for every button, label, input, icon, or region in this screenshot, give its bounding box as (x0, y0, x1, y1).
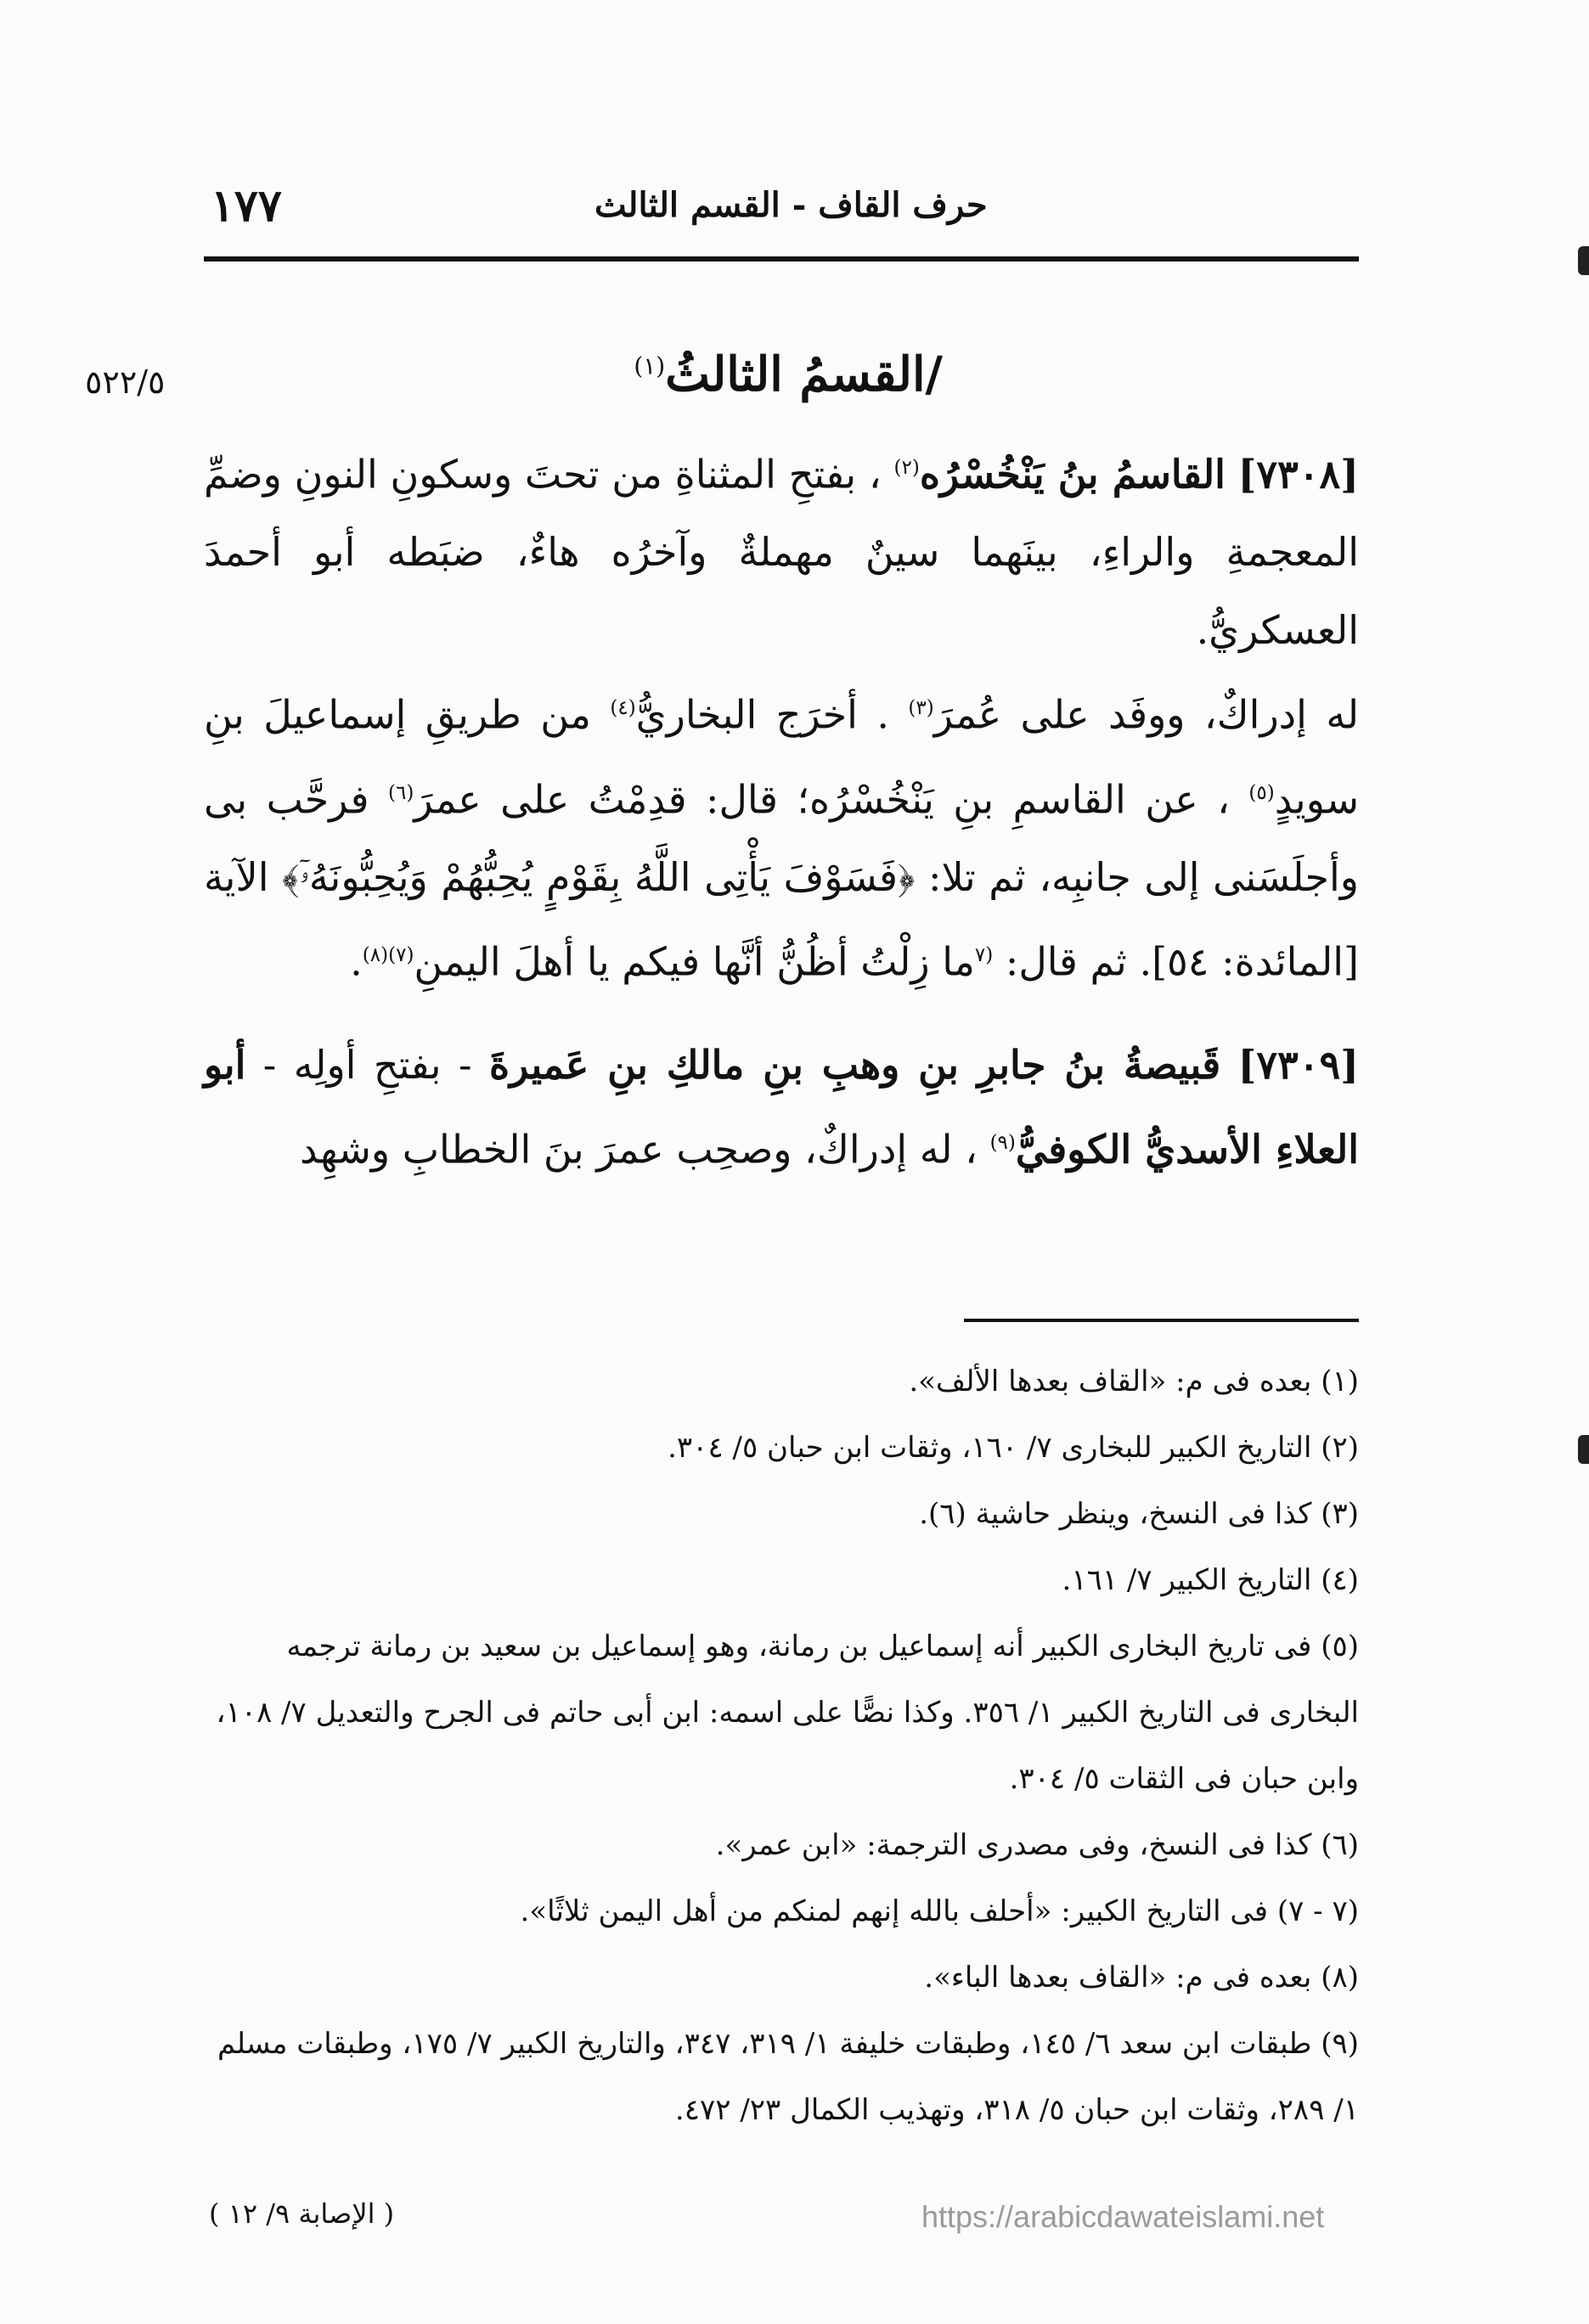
entry-text: له إدراكٌ، ووفَد على عُمرَ (933, 691, 1360, 738)
footnotes (204, 1348, 1359, 2143)
entry-text: - بفتحِ أولِه - (262, 1042, 472, 1089)
margin-reference: ٥٢٢/٥ (85, 363, 166, 401)
entry-number: [٧٣٠٨] (1237, 451, 1360, 498)
main-text (204, 429, 1359, 1189)
entry-7308-continued (204, 669, 1359, 1000)
entry-name: قَبيصةُ بنُ جابرِ بنِ وهبِ بنِ مالكِ بنِ عَميرةَ (488, 1042, 1221, 1089)
footnote-rule (964, 1319, 1359, 1322)
footnote-1: (١) بعده فى م: «القاف بعدها الألف». (909, 1365, 1359, 1398)
signature-mark: ( الإصابة ٩/ ١٢ ) (209, 2197, 395, 2230)
footnote-ref: (٧ (974, 943, 994, 966)
binding-mark (1578, 246, 1589, 275)
footnote-7: (٧ - ٧) فى التاريخ الكبير: «أحلف بالله إنهم لمنكم من أهل اليمن ثلاثًا». (520, 1894, 1359, 1928)
running-head: حرف القاف - القسم الثالث (594, 185, 988, 225)
footnote-ref: (١) (634, 352, 666, 380)
section-title (634, 346, 943, 402)
footnote-ref: (٦) (388, 781, 414, 804)
entry-7308 (204, 429, 1359, 669)
footnote-5: (٥) فى تاريخ البخارى الكبير أنه إسماعيل بن رمانة، وهو إسماعيل بن سعيد بن رمانة ترجمه البخارى فى التاريخ الكبير ١/ ٣٥٦. وكذا نصًّا على اسمه: ابن أبى حاتم فى الجرح والتعديل ٧/ ١٠٨، وابن حبان فى الثقات ٥/ ٣٠٤. (216, 1629, 1359, 1796)
entry-text: من طريقِ إسماعيلَ بنِ سويدٍ (204, 691, 1360, 822)
footnote-8: (٨) بعده فى م: «القاف بعدها الباء». (924, 1961, 1359, 1995)
entry-number: [٧٣٠٩] (1237, 1042, 1360, 1089)
section-title-text: /القسمُ الثالثُ (665, 346, 943, 402)
entry-text: . أخرَج البخاريُّ (635, 691, 889, 738)
entry-text: . (350, 938, 363, 985)
footnote-ref: (٥) (1248, 781, 1275, 804)
quoted-text: ما زِلْتُ أظُنُّ أنَّها فيكم يا أهلَ اليمنِ (414, 938, 975, 985)
footnote-ref: (٤) (610, 697, 636, 720)
footnote-ref: (٢) (893, 457, 920, 479)
entry-text: فرحَّب بى وأجلَسَنى إلى جانبِه، ثم تلا: ﴿فَسَوْفَ يَأْتِى اللَّهُ بِقَوْمٍ يُحِبُّهُمْ وَيُحِبُّونَهُۥٓ﴾ الآية [المائدة: ٥٤]. ثم قال: (204, 775, 1359, 985)
header-rule (204, 256, 1359, 262)
footnote-2: (٢) التاريخ الكبير للبخارى ٧/ ١٦٠، وثقات ابن حبان ٥/ ٣٠٤. (668, 1431, 1359, 1465)
footnote-4: (٤) التاريخ الكبير ٧/ ١٦١. (1062, 1563, 1359, 1597)
watermark-link[interactable]: https://arabicdawateislami.net (921, 2199, 1325, 2234)
footnote-ref: (٩) (989, 1132, 1016, 1155)
footnote-9: (٩) طبقات ابن سعد ٦/ ١٤٥، وطبقات خليفة ١/ ٣١٩، ٣٤٧، والتاريخ الكبير ٧/ ١٧٥، وطبقات مسلم ١/ ٢٨٩، وثقات ابن حبان ٥/ ٣١٨، وتهذيب الكمال ٢٣/ ٤٧٢. (217, 2027, 1359, 2127)
entry-name: القاسمُ بنُ يَنْخُسْرُه (919, 451, 1226, 498)
footnote-3: (٣) كذا فى النسخ، وينظر حاشية (٦). (919, 1497, 1359, 1531)
entry-text: ، بفتحِ المثناةِ من تحتَ وسكونِ النونِ وضمِّ المعجمةِ والراءِ، بينَهما سينٌ مهملةٌ وآخرُه هاءٌ، ضبَطه أبو أحمدَ العسكريُّ. (204, 451, 1359, 654)
binding-mark (1578, 1435, 1589, 1464)
footnote-6: (٦) كذا فى النسخ، وفى مصدرى الترجمة: «ابن عمر». (715, 1828, 1359, 1862)
entry-kunya: أبو العلاءِ الأسديُّ الكوفيُّ (204, 1042, 1359, 1173)
entry-text: ، عن القاسمِ بنِ يَنْخُسْرُه؛ قال: قدِمْتُ على عمرَ (414, 775, 1230, 822)
page-number: ١٧٧ (211, 180, 282, 232)
entry-7309 (204, 1026, 1359, 1188)
entry-text: ، له إدراكٌ، وصحِب عمرَ بنَ الخطابِ وشهِد (300, 1126, 978, 1173)
footnote-ref: (٣) (908, 697, 934, 720)
footnote-ref: (٧)(٨) (362, 943, 414, 966)
